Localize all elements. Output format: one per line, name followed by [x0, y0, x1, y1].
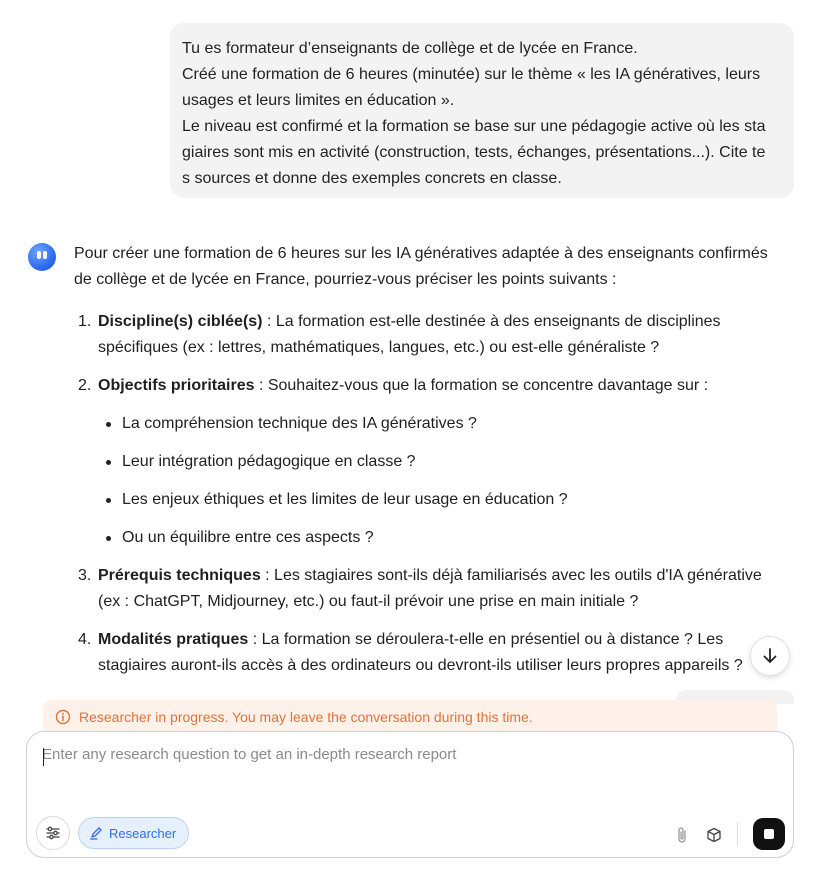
stop-generation-button[interactable] [753, 818, 785, 850]
list-item-text: : Les stagiaires sont-ils déjà familiarisés avec les outils d'IA générative (ex : ChatGPT, Midjourney, etc.) ou faut-il prévoir une prise en main initiale ? [98, 567, 762, 610]
list-item-text: : La formation se déroulera-t-elle en présentiel ou à distance ? Les stagiaires auront-ils accès à des ordinateurs ou devront-ils utiliser leurs propres appareils ? [98, 631, 743, 674]
bullet-icon [106, 536, 111, 541]
info-icon [55, 709, 71, 725]
text-caret [43, 748, 44, 766]
user-message-line: Créé une formation de 6 heures (minutée) sur le thème « les IA génératives, leurs [182, 66, 761, 83]
sub-list-item [98, 525, 774, 551]
list-item [74, 373, 774, 551]
sub-list-text: Les enjeux éthiques et les limites de leur usage en éducation ? [122, 491, 568, 508]
question-list [74, 309, 774, 679]
avatar-eye-left [37, 251, 41, 259]
settings-sliders-button[interactable] [36, 816, 70, 850]
sub-list-text: Leur intégration pédagogique en classe ? [122, 453, 416, 470]
avatar-eye-right [43, 251, 47, 259]
list-item-title: Modalités pratiques [98, 631, 249, 648]
bullet-icon [106, 460, 111, 465]
user-message-line: Tu es formateur d’enseignants de collège et de lycée en France. [182, 40, 638, 57]
paperclip-icon [676, 826, 688, 844]
list-item [74, 627, 774, 679]
user-message-line: usages et leurs limites en éducation ». [182, 92, 455, 109]
model-cube-button[interactable] [703, 824, 725, 846]
composer [26, 731, 794, 858]
user-message-line: giaires sont mis en activité (construction, tests, échanges, présentations...). Cite te [182, 144, 766, 161]
stop-icon [764, 829, 774, 839]
arrow-down-icon [762, 647, 778, 665]
list-number: 2. [78, 377, 92, 394]
sub-list [98, 411, 774, 551]
list-item-title: Objectifs prioritaires [98, 377, 255, 394]
list-number: 3. [78, 567, 92, 584]
research-pen-icon [89, 826, 103, 840]
researcher-mode-chip[interactable] [78, 817, 189, 849]
assistant-intro: Pour créer une formation de 6 heures sur les IA génératives adaptée à des enseignants confirmés de collège et de lycée en France, pourriez-vous préciser les points suivants : [74, 245, 768, 288]
user-message-bubble [170, 23, 794, 198]
list-number: 4. [78, 631, 92, 648]
list-number: 1. [78, 313, 92, 330]
research-question-input[interactable] [42, 746, 772, 786]
sliders-icon [45, 825, 61, 841]
user-message-line: s sources et donne des exemples concrets en classe. [182, 170, 562, 187]
assistant-avatar-icon [28, 243, 56, 271]
attach-file-button[interactable] [671, 824, 693, 846]
bullet-icon [106, 498, 111, 503]
researcher-chip-label: Researcher [109, 825, 177, 841]
banner-text: Researcher in progress. You may leave the conversation during this time. [79, 709, 533, 725]
sub-list-item [98, 487, 774, 513]
sub-list-text: Ou un équilibre entre ces aspects ? [122, 529, 374, 546]
composer-divider [737, 822, 738, 846]
list-item [74, 563, 774, 615]
list-item-text: : La formation est-elle destinée à des enseignants de disciplines spécifiques (ex : lettres, mathématiques, langues, etc.) ou est-elle généraliste ? [98, 313, 721, 356]
sub-list-item [98, 449, 774, 475]
user-message-line: Le niveau est confirmé et la formation se base sur une pédagogie active où les sta [182, 118, 766, 135]
assistant-message [74, 241, 774, 691]
list-item [74, 309, 774, 361]
scroll-to-bottom-button[interactable] [750, 636, 790, 676]
sub-list-text: La compréhension technique des IA génératives ? [122, 415, 477, 432]
cube-icon [706, 827, 722, 843]
list-item-title: Prérequis techniques [98, 567, 261, 584]
sub-list-item [98, 411, 774, 437]
bullet-icon [106, 422, 111, 427]
list-item-text: : Souhaitez-vous que la formation se concentre davantage sur : [254, 377, 709, 394]
list-item-title: Discipline(s) ciblée(s) [98, 313, 263, 330]
research-status-banner [43, 700, 777, 734]
